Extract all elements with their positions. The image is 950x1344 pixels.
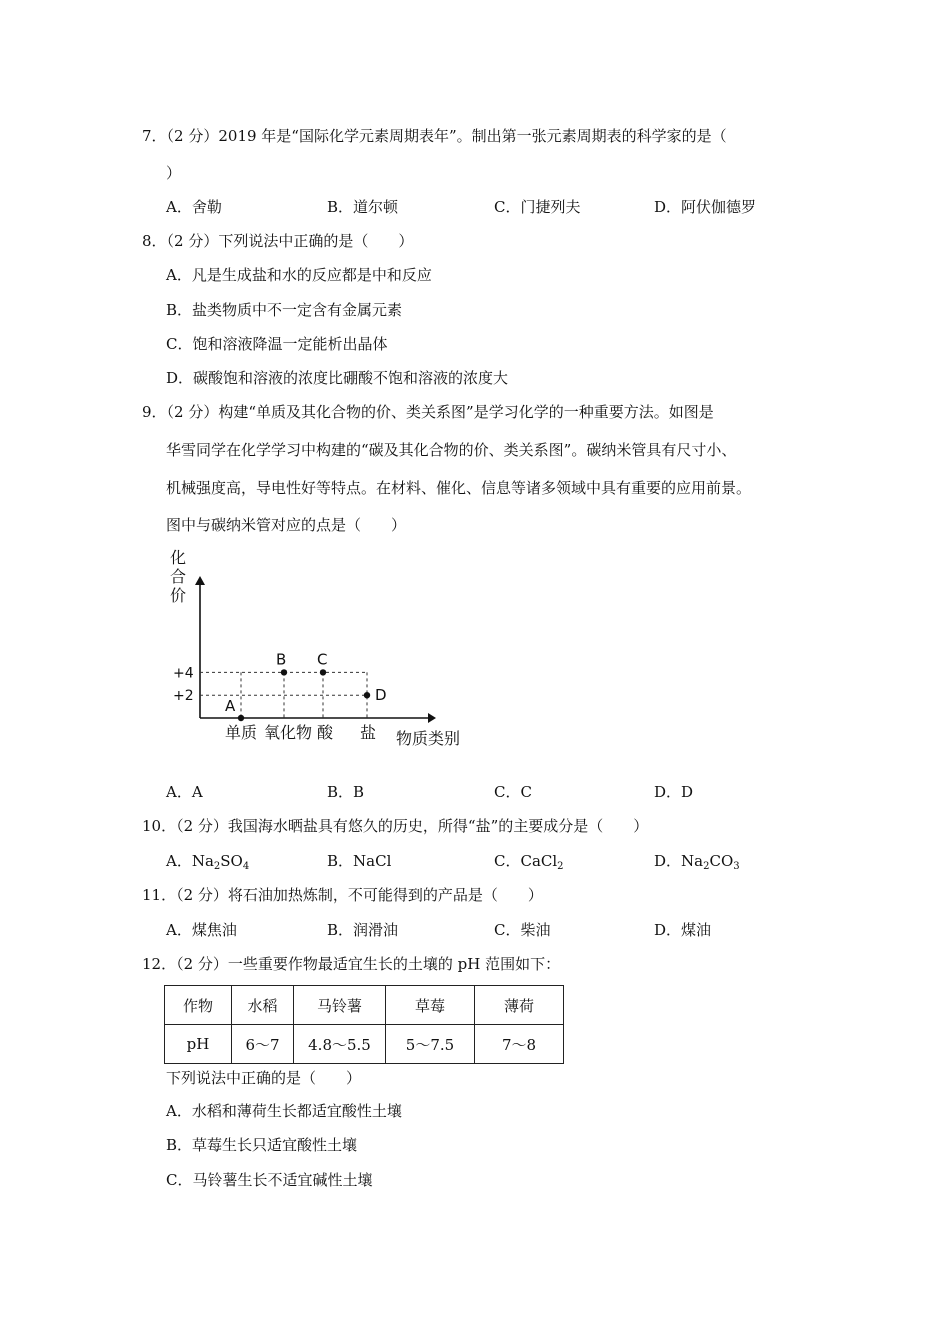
q11-option-b: B．润滑油 <box>327 921 399 939</box>
y-tick-label: +4 <box>173 665 194 682</box>
q11-option-a: A．煤焦油 <box>166 921 237 939</box>
x-axis-label: 物质类别 <box>396 729 461 748</box>
q9-option-b: B．B <box>327 783 365 801</box>
q9-stem-line4: 图中与碳纳米管对应的点是（ ） <box>166 516 407 534</box>
data-point-a <box>238 715 244 721</box>
q12-stem: 12．（2 分）一些重要作物最适宜生长的土壤的 pH 范围如下： <box>142 955 561 973</box>
table-cell: 7～8 <box>475 1025 564 1064</box>
y-axis-label: 化合价 <box>170 548 187 605</box>
q11-option-d: D．煤油 <box>654 921 712 939</box>
x-category-label: 盐 <box>360 723 377 742</box>
q7-stem-line2: ） <box>166 164 182 182</box>
point-label-b: B <box>276 650 287 669</box>
q9-stem-line2: 华雪同学在化学学习中构建的“碳及其化合物的价、类关系图”。碳纳米管具有尺寸小、 <box>166 441 737 459</box>
table-cell: 马铃薯 <box>294 986 386 1025</box>
x-category-label: 酸 <box>317 723 334 742</box>
q12-option-c: C．马铃薯生长不适宜碱性土壤 <box>166 1171 373 1189</box>
q10-option-c: C．CaCl$_2$ <box>494 852 564 872</box>
table-cell: 水稻 <box>232 986 294 1025</box>
q7-option-b: B．道尔顿 <box>327 198 399 216</box>
q9-stem-line3: 机械强度高，导电性好等特点。在材料、催化、信息等诸多领域中具有重要的应用前景。 <box>166 479 752 497</box>
data-points <box>225 650 387 721</box>
x-category-label: 氧化物 <box>264 723 313 742</box>
q9-option-c: C．C <box>494 783 532 801</box>
x-axis-arrow <box>428 713 436 723</box>
point-label-a: A <box>225 697 236 715</box>
table-cell: 4.8～5.5 <box>294 1025 386 1064</box>
q11-stem: 11．（2 分）将石油加热炼制，不可能得到的产品是（ ） <box>142 886 543 904</box>
q7-option-d: D．阿伏伽德罗 <box>654 198 757 216</box>
x-categories <box>225 723 376 742</box>
q7-option-c: C．门捷列夫 <box>494 198 581 216</box>
table-header-row <box>165 986 564 1025</box>
x-category-label: 单质 <box>225 723 258 742</box>
table-cell: 作物 <box>165 986 232 1025</box>
table-cell: 5～7.5 <box>386 1025 475 1064</box>
y-tick-label: +2 <box>173 688 194 705</box>
q8-option-c: C．饱和溶液降温一定能析出晶体 <box>166 335 388 353</box>
q9-stem-line1: 9．（2 分）构建“单质及其化合物的价、类关系图”是学习化学的一种重要方法。如图是 <box>142 403 714 421</box>
q8-stem: 8．（2 分）下列说法中正确的是（ ） <box>142 232 414 250</box>
y-ticks <box>173 665 194 704</box>
y-axis-arrow <box>195 576 205 585</box>
point-label-d: D <box>375 686 387 705</box>
q12-option-b: B．草莓生长只适宜酸性土壤 <box>166 1136 358 1154</box>
q8-option-d: D．碳酸饱和溶液的浓度比硼酸不饱和溶液的浓度大 <box>166 369 509 387</box>
q10-stem: 10．（2 分）我国海水晒盐具有悠久的历史，所得“盐”的主要成分是（ ） <box>142 817 649 835</box>
data-point-d <box>364 692 370 698</box>
q9-option-d: D．D <box>654 783 694 801</box>
data-point-c <box>320 669 326 675</box>
table-cell: 草莓 <box>386 986 475 1025</box>
q7-stem-line1: 7．（2 分）2019 年是“国际化学元素周期表年”。制出第一张元素周期表的科学家的是（ <box>142 127 727 145</box>
table-cell: pH <box>165 1025 232 1064</box>
q12-prompt: 下列说法中正确的是（ ） <box>166 1069 362 1087</box>
point-label-c: C <box>317 650 328 669</box>
q10-option-a: A．$Na_2SO_4$ <box>166 852 250 872</box>
q7-option-a: A．舍勒 <box>166 198 222 216</box>
q12-option-a: A．水稻和薄荷生长都适宜酸性土壤 <box>166 1102 402 1120</box>
q9-option-a: A．A <box>166 783 203 801</box>
data-point-b <box>281 669 287 675</box>
q10-option-b: B．NaCl <box>327 852 392 870</box>
table-cell: 薄荷 <box>475 986 564 1025</box>
q10-option-d: D．$Na_2CO_3$ <box>654 852 740 872</box>
q11-option-c: C．柴油 <box>494 921 551 939</box>
valence-category-chart <box>160 545 480 755</box>
table-cell: 6～7 <box>232 1025 294 1064</box>
q8-option-a: A．凡是生成盐和水的反应都是中和反应 <box>166 266 432 284</box>
table-row <box>165 1025 564 1064</box>
q8-option-b: B．盐类物质中不一定含有金属元素 <box>166 301 403 319</box>
ph-table <box>164 985 564 1064</box>
